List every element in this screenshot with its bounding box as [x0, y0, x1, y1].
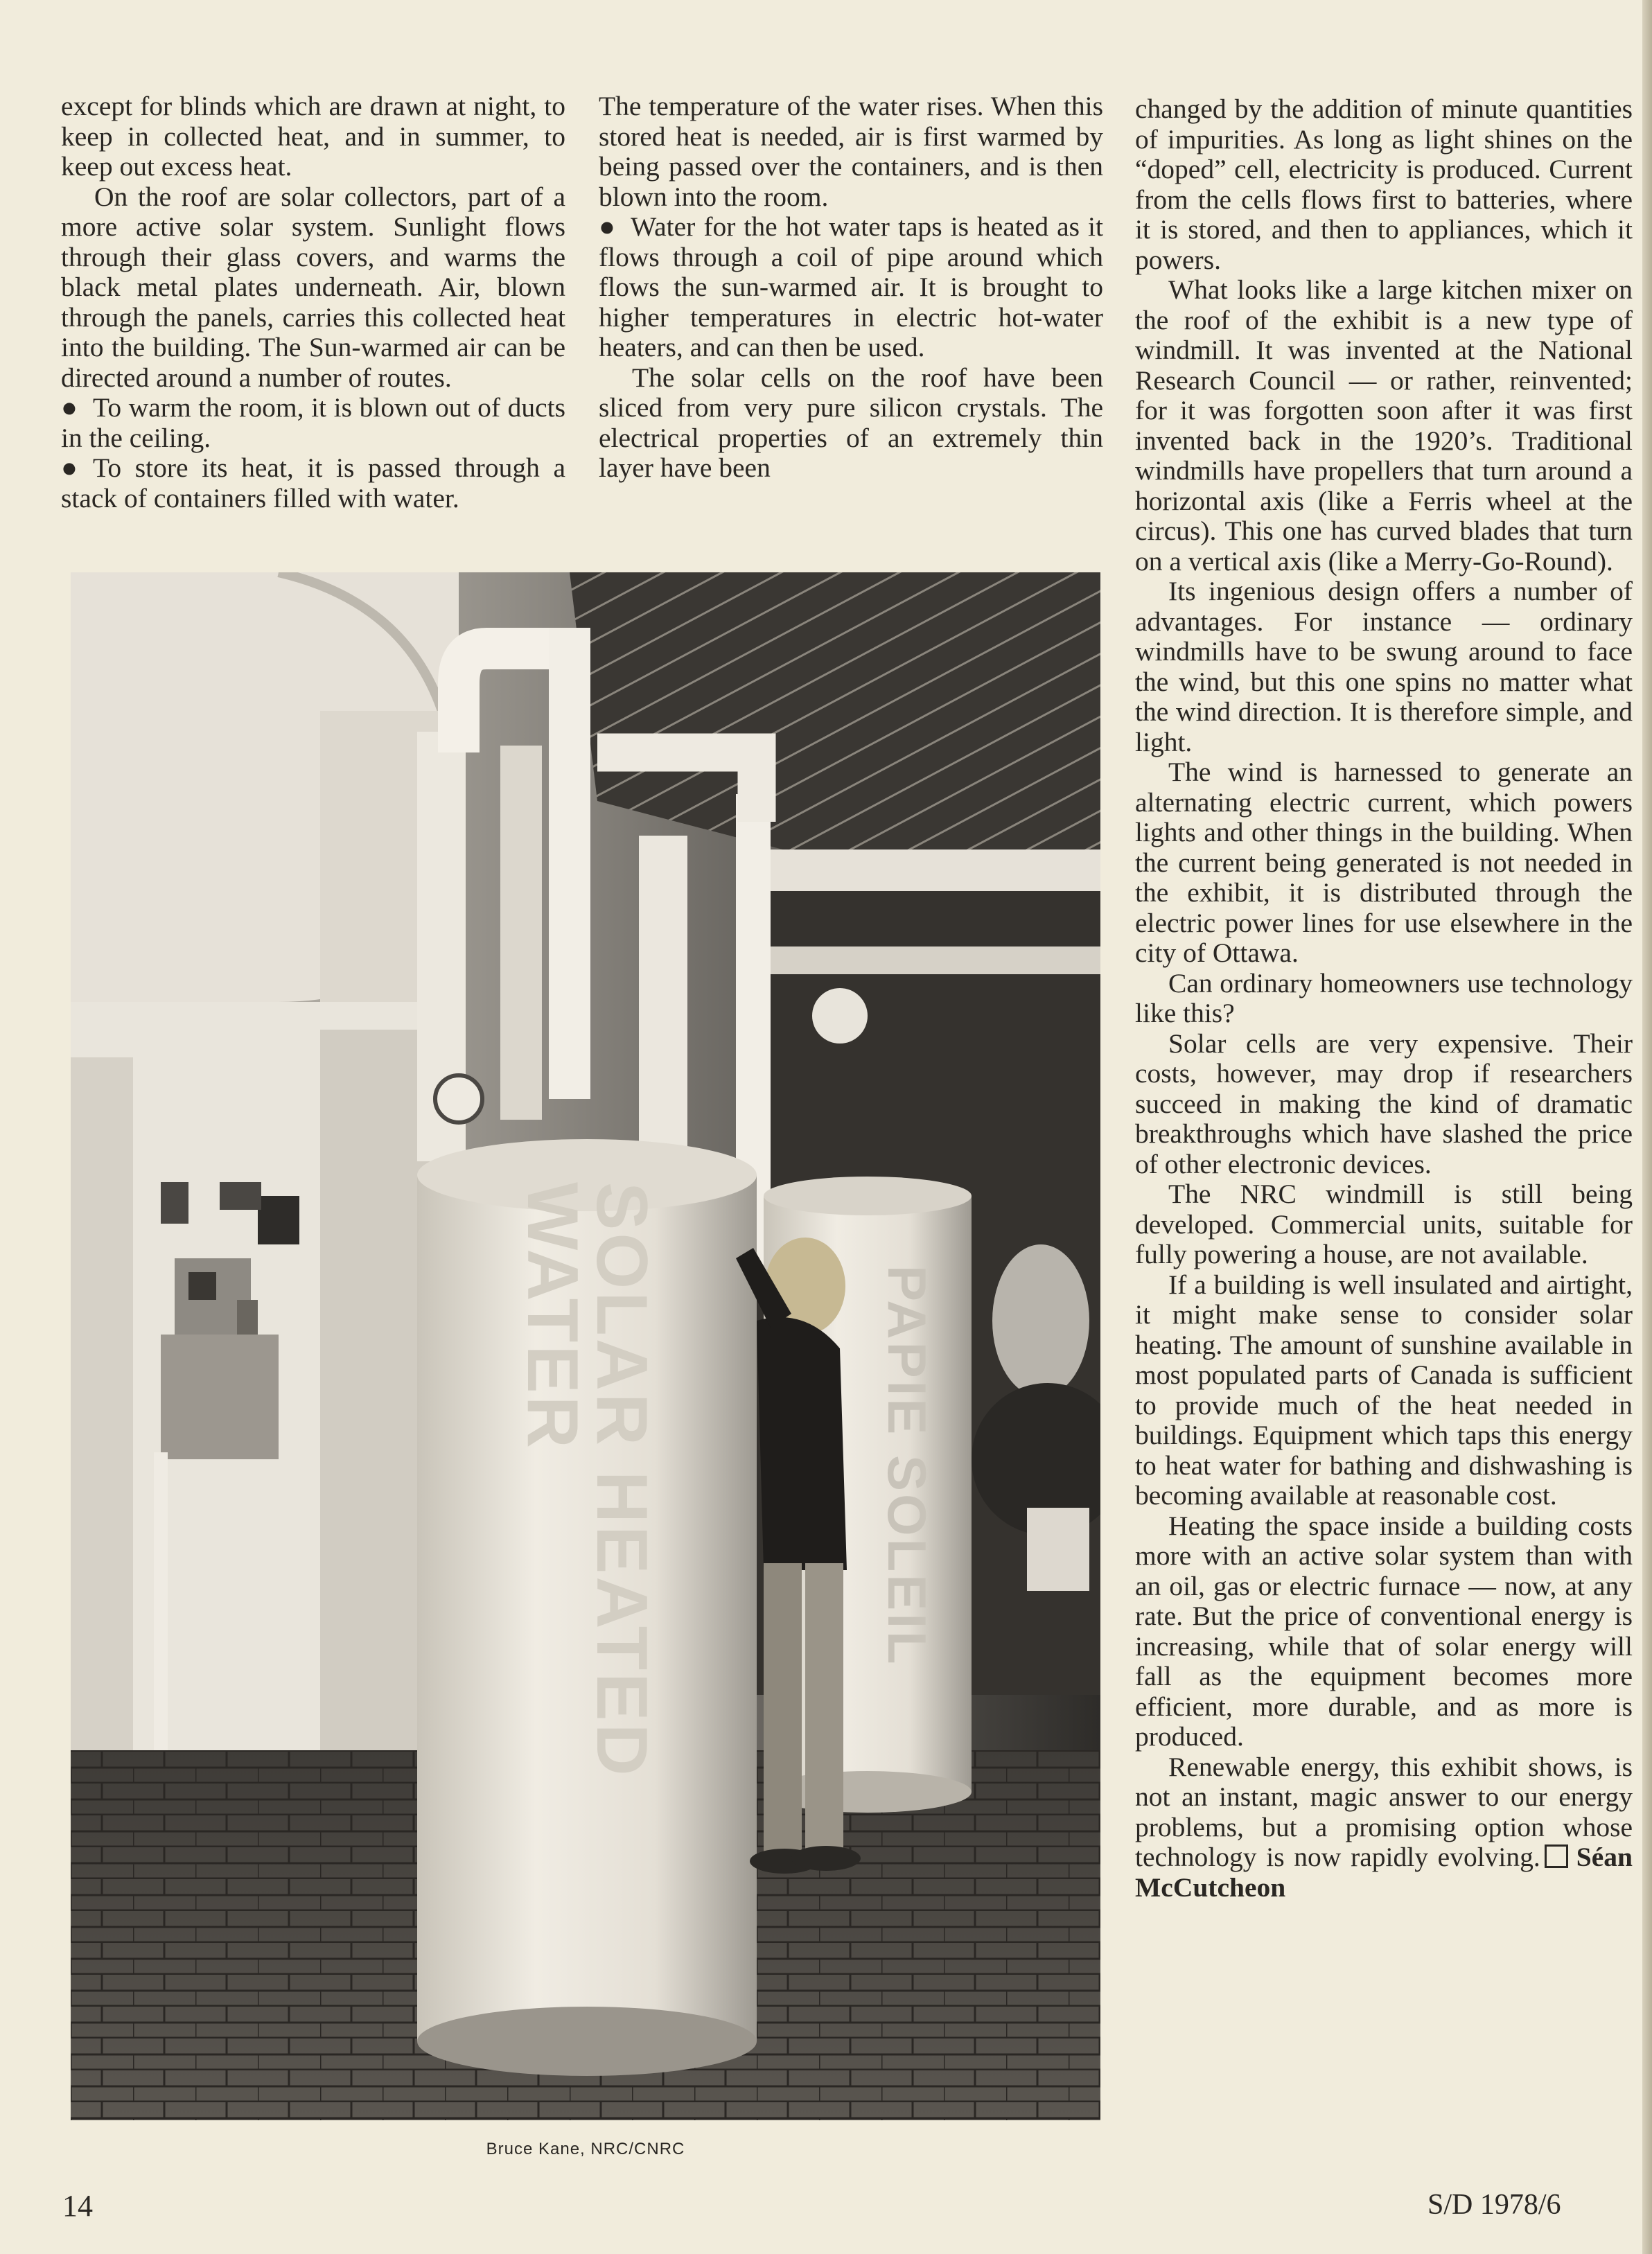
paragraph: The solar cells on the roof have been sliced from very pure silicon crystals. The electrical properties of an extremely thin layer have been [599, 362, 1103, 483]
page-edge-shadow [1642, 0, 1652, 2254]
exhibit-photograph [71, 572, 1100, 2120]
publication-reference: S/D 1978/6 [1427, 2189, 1561, 2221]
bullet-icon: ● [61, 452, 78, 483]
paragraph: except for blinds which are drawn at night, to keep in collected heat, and in summer, to keep out excess heat. [61, 91, 565, 182]
page-number: 14 [62, 2189, 93, 2223]
article-column-1 [61, 91, 565, 513]
tank-label-right: PAPIE SOLEIL [877, 1265, 938, 1667]
author-name: Séan McCutcheon [1135, 1842, 1633, 1903]
paragraph: What looks like a large kitchen mixer on the roof of the exhibit is a new type of windmill. It was invented at the National Research Council — or rather, reinvented; for it was forgotten soon after it was first invented back in the 1920’s. Traditional windmills have propellers that turn around a horizontal axis (like a Ferris wheel at the circus). This one has curved blades that turn on a vertical axis (like a Merry-Go-Round). [1135, 274, 1633, 576]
paragraph: Can ordinary homeowners use technology like this? [1135, 967, 1633, 1028]
paragraph: If a building is well insulated and airtight, it might make sense to consider solar heating. The amount of sunshine available in most populated parts of Canada is sufficient to provide much of the heat needed in buildings. Equipment which taps this energy to heat water for bathing and dishwashing is becoming available at reasonable cost. [1135, 1269, 1633, 1511]
bullet-item [61, 393, 565, 453]
bullet-item [61, 453, 565, 513]
closing-text: Renewable energy, this exhibit shows, is not an instant, magic answer to our energy problems, but a promising option whose technology is now rapidly evolving. [1135, 1751, 1633, 1872]
bullet-icon: ● [599, 211, 615, 242]
end-mark-icon [1545, 1844, 1568, 1868]
paragraph [1135, 1752, 1633, 1903]
article-column-3 [1135, 94, 1633, 1903]
paragraph: On the roof are solar collectors, part of a more active solar system. Sunlight flows through their glass covers, and warms the black metal plates underneath. Air, blown through the panels, carries this collected heat into the building. The Sun-warmed air can be directed around a number of routes. [61, 181, 565, 393]
bullet-text: To store its heat, it is passed through a stack of containers filled with water. [61, 452, 565, 513]
paragraph: The temperature of the water rises. When this stored heat is needed, air is first warmed by being passed over the containers, and is then blown into the room. [599, 91, 1103, 212]
bullet-item [599, 212, 1103, 363]
paragraph: Its ingenious design offers a number of advantages. For instance — ordinary windmills have to be swung around to face the wind, but this one spins no matter what the wind direction. It is therefore simple, and light. [1135, 576, 1633, 757]
photo-credit: Bruce Kane, NRC/CNRC [486, 2140, 685, 2158]
paragraph: The NRC windmill is still being developed. Commercial units, suitable for fully powering a house, are not available. [1135, 1179, 1633, 1269]
bullet-text: Water for the hot water taps is heated as it flows through a coil of pipe around which flows the sun-warmed air. It is brought to higher temperatures in electric hot-water heaters, and can then be used. [599, 211, 1103, 362]
bullet-icon: ● [61, 392, 78, 423]
paragraph: The wind is harnessed to generate an alternating electric current, which powers lights and other things in the building. When the current being generated is not needed in the exhibit, it is distributed through the electric power lines for use elsewhere in the city of Ottawa. [1135, 757, 1633, 968]
tank-label-left-1: SOLAR HEATED [581, 1182, 662, 1779]
bullet-text: To warm the room, it is blown out of ducts in the ceiling. [61, 392, 565, 453]
paragraph: Heating the space inside a building costs more with an active solar system than with an oil, gas or electric furnace — now, at any rate. But the price of conventional energy is increasing, while that of solar energy will fall as the equipment becomes more efficient, more durable, and as more is produced. [1135, 1510, 1633, 1752]
paragraph: changed by the addition of minute quantities of impurities. As long as light shines on the “doped” cell, electricity is produced. Current from the cells flows first to batteries, where it is stored, and then to appliances, which it powers. [1135, 94, 1633, 275]
article-column-2 [599, 91, 1103, 484]
tank-label-left-2: WATER [512, 1182, 592, 1451]
paragraph: Solar cells are very expensive. Their costs, however, may drop if researchers succeed in making the kind of dramatic breakthroughs which have slashed the price of other electronic devices. [1135, 1028, 1633, 1179]
